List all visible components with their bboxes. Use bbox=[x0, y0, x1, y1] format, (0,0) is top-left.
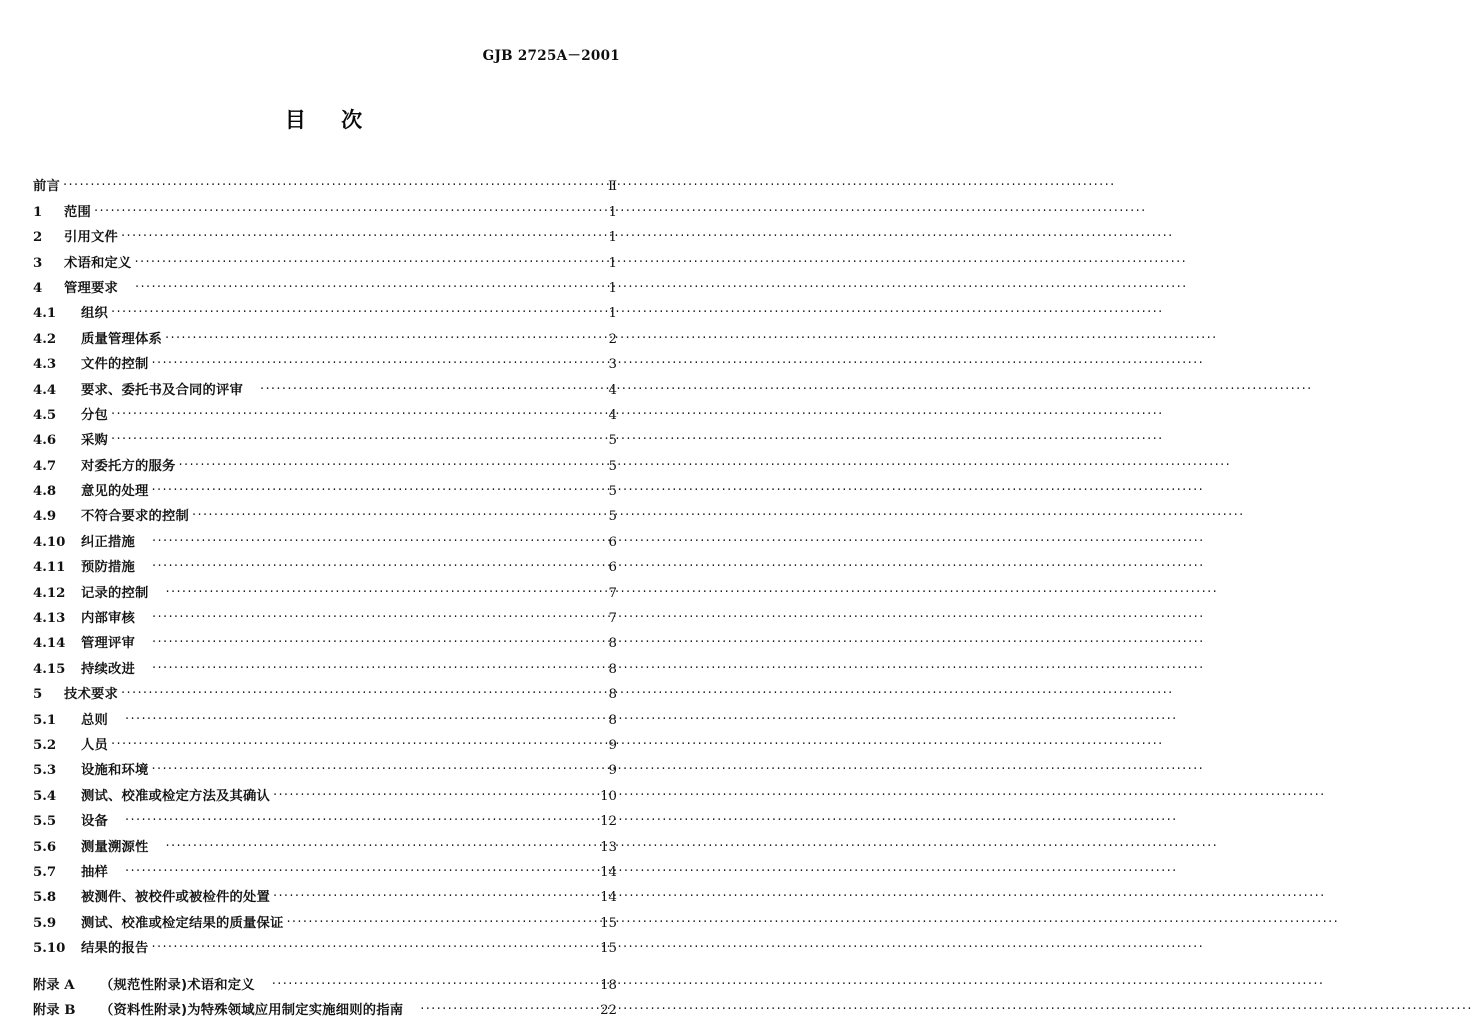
toc-entry-page-number: 9 bbox=[608, 737, 617, 753]
document-page bbox=[0, 0, 647, 1018]
toc-entry-number: 4.10 bbox=[33, 534, 66, 550]
toc-entry-number: 5.4 bbox=[33, 788, 57, 804]
toc-dot-leader bbox=[125, 815, 588, 830]
toc-entry-label: 要求、委托书及合同的评审 bbox=[81, 382, 243, 398]
toc-entry[interactable] bbox=[33, 881, 617, 906]
toc-entry-number: 5 bbox=[33, 687, 43, 703]
toc-dot-leader bbox=[273, 891, 588, 906]
toc-entry[interactable] bbox=[33, 373, 617, 398]
toc-entry[interactable] bbox=[33, 627, 617, 652]
toc-entry-number: 4.9 bbox=[33, 509, 57, 525]
toc-entry-number: 5.6 bbox=[33, 839, 57, 855]
toc-entry-number: 附录 A bbox=[33, 977, 75, 993]
toc-dot-leader bbox=[165, 841, 588, 856]
toc-entry[interactable] bbox=[33, 678, 617, 703]
toc-entry-label: 管理要求 bbox=[64, 280, 118, 296]
toc-dot-leader bbox=[134, 257, 588, 272]
toc-entry[interactable] bbox=[33, 729, 617, 754]
toc-entry-page-number: 5 bbox=[608, 433, 617, 449]
toc-entry[interactable] bbox=[33, 500, 617, 525]
toc-entry-page-number: 15 bbox=[600, 915, 617, 931]
toc-entry-number: 3 bbox=[33, 255, 43, 271]
toc-entry-page-number: 6 bbox=[608, 534, 617, 550]
toc-dot-leader bbox=[94, 206, 588, 221]
toc-entry-page-number: 1 bbox=[608, 306, 617, 322]
toc-entry[interactable] bbox=[33, 525, 617, 550]
toc-entry[interactable] bbox=[33, 805, 617, 830]
toc-entry-label: 内部审核 bbox=[81, 611, 135, 627]
toc-entry[interactable] bbox=[33, 779, 617, 804]
page-title: 目 次 bbox=[284, 108, 377, 132]
toc-dot-leader bbox=[125, 714, 588, 729]
toc-entry-page-number: 22 bbox=[600, 1002, 617, 1018]
toc-entry[interactable] bbox=[33, 246, 617, 271]
toc-entry-label: 测试、校准或检定结果的质量保证 bbox=[81, 915, 284, 931]
toc-dot-leader bbox=[151, 942, 588, 957]
toc-dot-leader bbox=[63, 180, 588, 195]
toc-entry-page-number: 6 bbox=[608, 560, 617, 576]
toc-dot-leader bbox=[151, 358, 588, 373]
toc-dot-leader bbox=[192, 510, 588, 525]
toc-entry-label: 质量管理体系 bbox=[81, 331, 162, 347]
toc-entry-label: 测量溯源性 bbox=[81, 839, 149, 855]
toc-entry[interactable] bbox=[33, 830, 617, 855]
toc-entry-label: 设备 bbox=[81, 814, 108, 830]
toc-entry-label: 总则 bbox=[81, 712, 108, 728]
toc-entry-page-number: 1 bbox=[608, 204, 617, 220]
toc-entry[interactable] bbox=[33, 968, 617, 993]
toc-entry-page-number: 5 bbox=[608, 458, 617, 474]
toc-entry[interactable] bbox=[33, 170, 617, 195]
toc-dot-leader bbox=[286, 917, 588, 932]
toc-entry-page-number: 1 bbox=[608, 255, 617, 271]
toc-entry[interactable] bbox=[33, 994, 617, 1019]
toc-entry-label: 纠正措施 bbox=[81, 534, 135, 550]
toc-entry-page-number: 7 bbox=[608, 585, 617, 601]
toc-entry-number: 5.10 bbox=[33, 941, 66, 957]
toc-entry[interactable] bbox=[33, 652, 617, 677]
toc-dot-leader bbox=[111, 307, 588, 322]
toc-dot-leader bbox=[165, 333, 588, 348]
toc-entry-label: （资料性附录)为特殊领域应用制定实施细则的指南 bbox=[100, 1002, 404, 1018]
toc-entry-number: 4.11 bbox=[33, 560, 66, 576]
toc-entry-number: 4.2 bbox=[33, 331, 57, 347]
toc-entry-label: 前言 bbox=[33, 179, 60, 195]
toc-dot-leader bbox=[151, 485, 588, 500]
toc-entry-page-number: 8 bbox=[608, 687, 617, 703]
toc-entry-label: （规范性附录)术语和定义 bbox=[100, 977, 255, 993]
toc-entry-label: 持续改进 bbox=[81, 661, 135, 677]
toc-dot-leader bbox=[151, 764, 588, 779]
toc-entry-label: 分包 bbox=[81, 407, 108, 423]
toc-entry-page-number: 7 bbox=[608, 611, 617, 627]
toc-dot-leader bbox=[273, 790, 588, 805]
toc-entry-label: 对委托方的服务 bbox=[81, 458, 176, 474]
toc-dot-leader bbox=[260, 384, 588, 399]
toc-entry[interactable] bbox=[33, 322, 617, 347]
toc-dot-leader bbox=[111, 434, 588, 449]
toc-entry-label: 不符合要求的控制 bbox=[81, 509, 189, 525]
toc-dot-leader bbox=[121, 231, 588, 246]
toc-entry-label: 组织 bbox=[81, 306, 108, 322]
toc-dot-leader bbox=[121, 688, 588, 703]
toc-entry-label: 引用文件 bbox=[64, 230, 118, 246]
toc-entry-number: 4.12 bbox=[33, 585, 66, 601]
toc-entry-label: 抽样 bbox=[81, 864, 108, 880]
toc-entry[interactable] bbox=[33, 399, 617, 424]
toc-entry-page-number: 1 bbox=[608, 230, 617, 246]
toc-entry-number: 4.1 bbox=[33, 306, 57, 322]
toc-entry[interactable] bbox=[33, 348, 617, 373]
toc-entry-page-number: 9 bbox=[608, 763, 617, 779]
toc-entry[interactable] bbox=[33, 602, 617, 627]
toc-entry-page-number: 4 bbox=[608, 407, 617, 423]
table-of-contents bbox=[33, 170, 617, 1019]
toc-entry-number: 4.5 bbox=[33, 407, 57, 423]
toc-entry-page-number: 15 bbox=[600, 941, 617, 957]
toc-entry-number: 5.9 bbox=[33, 915, 57, 931]
toc-entry-number: 4.7 bbox=[33, 458, 57, 474]
toc-dot-leader bbox=[420, 1004, 588, 1019]
toc-entry-number: 4.3 bbox=[33, 357, 57, 373]
toc-dot-leader bbox=[111, 409, 588, 424]
toc-entry-number: 4.4 bbox=[33, 382, 57, 398]
toc-entry-number: 4.6 bbox=[33, 433, 57, 449]
toc-entry-page-number: 18 bbox=[600, 977, 617, 993]
toc-entry-number: 1 bbox=[33, 204, 43, 220]
toc-dot-leader bbox=[111, 739, 588, 754]
toc-entry-page-number: 1 bbox=[608, 280, 617, 296]
running-header-standard-number: GJB 2725A－2001 bbox=[482, 48, 620, 64]
toc-entry-page-number: 8 bbox=[608, 712, 617, 728]
toc-entry-number: 4.14 bbox=[33, 636, 66, 652]
toc-entry-number: 4.8 bbox=[33, 484, 57, 500]
toc-entry-label: 预防措施 bbox=[81, 560, 135, 576]
toc-entry-page-number: 8 bbox=[608, 661, 617, 677]
toc-dot-leader bbox=[152, 536, 588, 551]
toc-entry[interactable] bbox=[33, 703, 617, 728]
toc-entry-number: 4 bbox=[33, 280, 43, 296]
toc-entry-label: 被测件、被校件或被检件的处置 bbox=[81, 890, 270, 906]
toc-entry-page-number: 12 bbox=[600, 814, 617, 830]
toc-entry-number: 4.15 bbox=[33, 661, 66, 677]
toc-entry-label: 技术要求 bbox=[64, 687, 118, 703]
toc-dot-leader bbox=[152, 561, 588, 576]
toc-entry-page-number: 5 bbox=[608, 509, 617, 525]
toc-dot-leader bbox=[135, 282, 588, 297]
toc-entry[interactable] bbox=[33, 221, 617, 246]
toc-entry-page-number: 14 bbox=[600, 864, 617, 880]
toc-entry-page-number: 14 bbox=[600, 890, 617, 906]
toc-dot-leader bbox=[125, 866, 588, 881]
toc-entry-number: 附录 B bbox=[33, 1002, 76, 1018]
toc-entry-page-number: 4 bbox=[608, 382, 617, 398]
toc-entry-page-number: 13 bbox=[600, 839, 617, 855]
toc-entry[interactable] bbox=[33, 424, 617, 449]
toc-dot-leader bbox=[152, 612, 588, 627]
toc-entry-number: 5.8 bbox=[33, 890, 57, 906]
toc-entry[interactable] bbox=[33, 906, 617, 931]
toc-entry-page-number: 10 bbox=[600, 788, 617, 804]
toc-entry[interactable] bbox=[33, 475, 617, 500]
toc-entry-label: 测试、校准或检定方法及其确认 bbox=[81, 788, 270, 804]
toc-entry[interactable] bbox=[33, 932, 617, 957]
toc-entry-label: 术语和定义 bbox=[64, 255, 132, 271]
toc-entry-number: 2 bbox=[33, 230, 43, 246]
toc-entry[interactable] bbox=[33, 856, 617, 881]
toc-entry[interactable] bbox=[33, 576, 617, 601]
toc-entry-number: 5.5 bbox=[33, 814, 57, 830]
toc-entry-number: 5.3 bbox=[33, 763, 57, 779]
toc-dot-leader bbox=[272, 979, 588, 994]
toc-entry-page-number: Ⅱ bbox=[607, 179, 617, 195]
toc-dot-leader bbox=[152, 637, 588, 652]
toc-entry-page-number: 2 bbox=[608, 331, 617, 347]
toc-entry-page-number: 8 bbox=[608, 636, 617, 652]
toc-entry-label: 管理评审 bbox=[81, 636, 135, 652]
toc-entry-number: 5.2 bbox=[33, 737, 57, 753]
toc-dot-leader bbox=[178, 460, 588, 475]
toc-entry-label: 意见的处理 bbox=[81, 484, 149, 500]
toc-entry-number: 5.1 bbox=[33, 712, 57, 728]
toc-entry-number: 4.13 bbox=[33, 611, 66, 627]
toc-entry-number: 5.7 bbox=[33, 864, 57, 880]
toc-entry[interactable] bbox=[33, 297, 617, 322]
toc-entry-label: 人员 bbox=[81, 737, 108, 753]
toc-entry-label: 范围 bbox=[64, 204, 91, 220]
toc-entry-label: 记录的控制 bbox=[81, 585, 149, 601]
toc-entry-label: 文件的控制 bbox=[81, 357, 149, 373]
toc-entry-label: 结果的报告 bbox=[81, 941, 149, 957]
toc-entry-page-number: 5 bbox=[608, 484, 617, 500]
toc-entry-label: 采购 bbox=[81, 433, 108, 449]
toc-entry-page-number: 3 bbox=[608, 357, 617, 373]
toc-entry[interactable] bbox=[33, 195, 617, 220]
toc-dot-leader bbox=[165, 587, 588, 602]
toc-entry[interactable] bbox=[33, 551, 617, 576]
toc-entry[interactable] bbox=[33, 754, 617, 779]
toc-dot-leader bbox=[152, 663, 588, 678]
toc-entry-label: 设施和环境 bbox=[81, 763, 149, 779]
toc-entry[interactable] bbox=[33, 449, 617, 474]
toc-entry[interactable] bbox=[33, 272, 617, 297]
